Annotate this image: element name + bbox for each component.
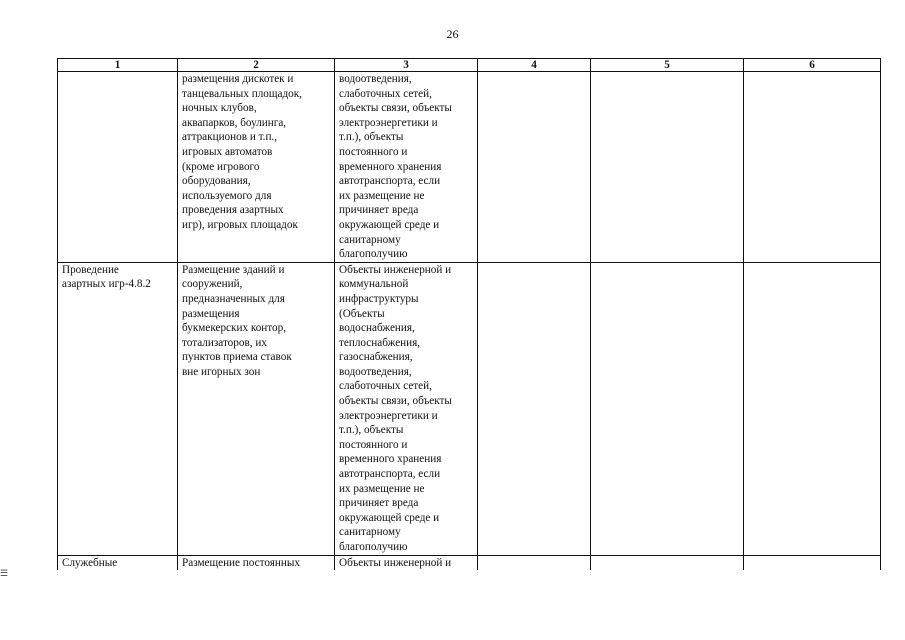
cell-col-5 xyxy=(591,72,744,263)
column-header-1: 1 xyxy=(58,59,178,72)
table-row xyxy=(58,555,881,570)
cell-col-6 xyxy=(744,555,881,570)
column-header-2: 2 xyxy=(178,59,335,72)
cell-col-5 xyxy=(591,555,744,570)
cell-col-4 xyxy=(478,262,591,555)
cell-col-5 xyxy=(591,262,744,555)
cell-auxiliary-objects: Объекты инженерной и xyxy=(335,555,478,570)
cell-description: размещения дискотек и танцевальных площадок, ночных клубов, аквапарков, боулинга, аттракционов и т.п., игровых автоматов (кроме игрового оборудования, используемого для проведения азартных игр), игровых площадок xyxy=(178,72,335,263)
land-use-table xyxy=(57,58,881,570)
cell-activity-type: Проведение азартных игр-4.8.2 xyxy=(58,262,178,555)
cell-col-6 xyxy=(744,262,881,555)
table-header-row xyxy=(58,59,881,72)
table-row xyxy=(58,262,881,555)
cell-description: Размещение постоянных xyxy=(178,555,335,570)
column-header-5: 5 xyxy=(591,59,744,72)
table-row xyxy=(58,72,881,263)
column-header-4: 4 xyxy=(478,59,591,72)
column-header-6: 6 xyxy=(744,59,881,72)
cell-col-4 xyxy=(478,555,591,570)
cell-activity-type xyxy=(58,72,178,263)
column-header-3: 3 xyxy=(335,59,478,72)
cell-description: Размещение зданий и сооружений, предназначенных для размещения букмекерских контор, тотализаторов, их пунктов приема ставок вне игорных зон xyxy=(178,262,335,555)
cell-col-4 xyxy=(478,72,591,263)
cell-activity-type: Служебные xyxy=(58,555,178,570)
margin-mark: ☰ xyxy=(0,568,9,578)
cell-auxiliary-objects: Объекты инженерной и коммунальной инфраструктуры (Объекты водоснабжения, теплоснабжения, газоснабжения, водоотведения, слаботочных сетей, объекты связи, объекты электроэнергетики и т.п.), объекты постоянного и временного хранения автотранспорта, если их размещение не причиняет вреда окружающей среде и санитарному благополучию xyxy=(335,262,478,555)
cell-col-6 xyxy=(744,72,881,263)
cell-auxiliary-objects: водоотведения, слаботочных сетей, объекты связи, объекты электроэнергетики и т.п.), объекты постоянного и временного хранения автотранспорта, если их размещение не причиняет вреда окружающей среде и санитарному благополучию xyxy=(335,72,478,263)
page-number: 26 xyxy=(446,27,459,41)
